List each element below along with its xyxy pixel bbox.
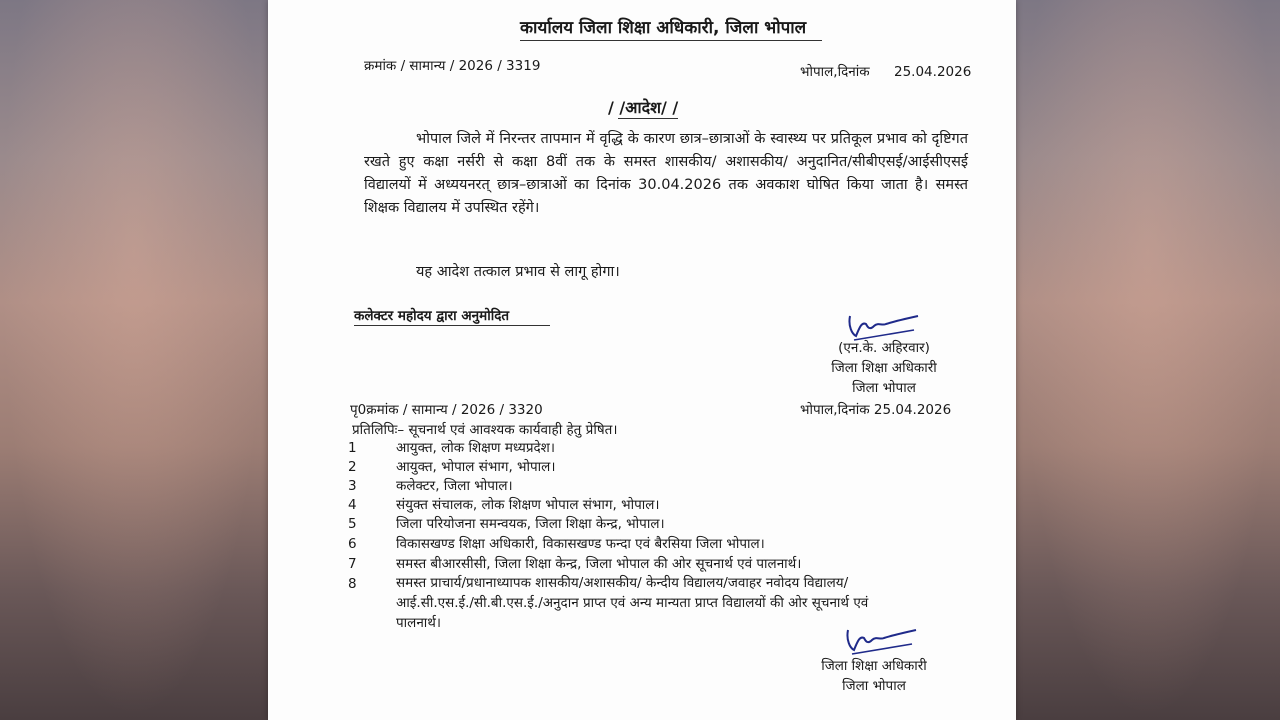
signatory-name: (एन.के. अहिरवार) [838, 340, 930, 356]
copy-list-text: कलेक्टर, जिला भोपाल। [396, 478, 513, 494]
signature-mark [842, 626, 922, 658]
copy-list-number: 1 [348, 440, 357, 456]
reference-number: क्रमांक / सामान्य / 2026 / 3319 [364, 58, 541, 74]
signatory-block [804, 338, 964, 398]
copy-list-number: 6 [348, 536, 357, 552]
copy-list-number: 8 [348, 576, 357, 592]
signatory-location: जिला भोपाल [852, 380, 916, 396]
copy-list-text: समस्त बीआरसीसी, जिला शिक्षा केन्द्र, जिला भोपाल की ओर सूचनार्थ एवं पालनार्थ। [396, 556, 802, 572]
order-body-paragraph: भोपाल जिले में निरन्तर तापमान में वृद्धि के कारण छात्र–छात्राओं के स्वास्थ्य पर प्रतिकूल प्रभाव को दृष्टिगत रखते हुए कक्षा नर्सरी से कक्षा 8वीं तक के समस्त शासकीय/ अशासकीय/ अनुदानित/सीबीएसई/आईसीएसई विद्यालयों में अध्ययनरत् छात्र–छात्राओं का दिनांक 30.04.2026 तक अवकाश घोषित किया जाता है। समस्त शिक्षक विद्यालय में उपस्थित रहेंगे। [364, 131, 968, 216]
copy-list-number: 7 [348, 556, 357, 572]
order-date: 25.04.2026 [894, 64, 972, 80]
approval-note: कलेक्टर महोदय द्वारा अनुमोदित [354, 308, 510, 324]
copy-list-number: 4 [348, 497, 357, 513]
copy-list-text: संयुक्त संचालक, लोक शिक्षण भोपाल संभाग, भोपाल। [396, 497, 660, 513]
background-right [1016, 0, 1280, 720]
signatory-designation: जिला शिक्षा अधिकारी [831, 360, 937, 376]
place-date-label: भोपाल,दिनांक [800, 64, 870, 80]
background-left [0, 0, 268, 720]
copy-list-text: जिला परियोजना समन्वयक, जिला शिक्षा केन्द्र, भोपाल। [396, 516, 665, 532]
copy-list-number: 5 [348, 516, 357, 532]
office-title: कार्यालय जिला शिक्षा अधिकारी, जिला भोपाल [520, 18, 807, 38]
copy-list-text: विकासखण्ड शिक्षा अधिकारी, विकासखण्ड फन्दा एवं बैरसिया जिला भोपाल। [396, 536, 765, 552]
endorsement-reference: पृ0क्रमांक / सामान्य / 2026 / 3320 [350, 402, 543, 418]
copy-list-text: आयुक्त, भोपाल संभाग, भोपाल। [396, 459, 556, 475]
approval-underline [354, 325, 550, 326]
copy-to-heading: प्रतिलिपिः– सूचनार्थ एवं आवश्यक कार्यवाही हेतु प्रेषित। [352, 422, 618, 438]
copy-list-number: 2 [348, 459, 357, 475]
footer-signatory-designation: जिला शिक्षा अधिकारी [821, 658, 927, 674]
copy-list-text: समस्त प्राचार्य/प्रधानाध्यापक शासकीय/अशासकीय/ केन्दीय विद्यालय/जवाहर नवोदय विद्यालय/आई.सी.एस.ई./सी.बी.एस.ई./अनुदान प्राप्त एवं अन्य मान्यता प्राप्त विद्यालयों की ओर सूचनार्थ एवं पालनार्थ। [396, 575, 869, 631]
order-document [268, 0, 1016, 720]
footer-signatory-location: जिला भोपाल [842, 678, 906, 694]
copy-list-text: आयुक्त, लोक शिक्षण मध्यप्रदेश। [396, 440, 555, 456]
title-underline [520, 40, 822, 41]
effect-line: यह आदेश तत्काल प्रभाव से लागू होगा। [416, 264, 620, 280]
copy-list-number: 3 [348, 478, 357, 494]
footer-signatory-block [794, 656, 954, 696]
endorsement-place-date: भोपाल,दिनांक 25.04.2026 [800, 402, 952, 418]
order-heading-underline [618, 118, 678, 119]
order-heading: / /आदेश/ / [608, 98, 679, 117]
